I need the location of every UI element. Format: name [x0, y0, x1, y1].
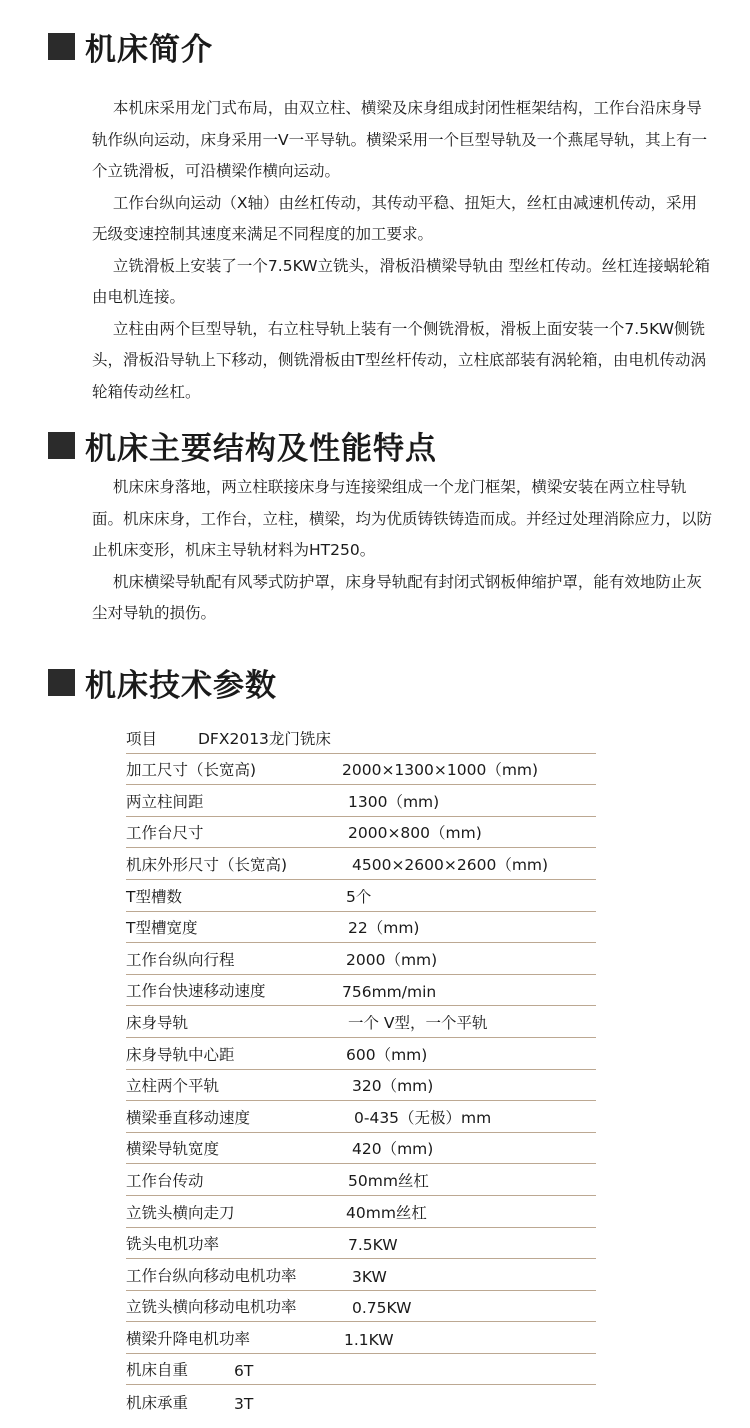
param-value: 7.5KW — [348, 1236, 398, 1255]
param-name: T型槽宽度 — [126, 919, 198, 938]
table-row — [126, 1228, 596, 1260]
param-name: 床身导轨中心距 — [126, 1045, 235, 1064]
param-name: 立柱两个平轨 — [126, 1077, 220, 1096]
param-value: 420（mm) — [352, 1140, 434, 1159]
param-value: 0.75KW — [352, 1299, 412, 1318]
table-row — [126, 848, 596, 880]
paragraph: 机床床身落地，两立柱联接床身与连接梁组成一个龙门框架，横梁安装在两立柱导轨面。机床床身，工作台，立柱，横梁，均为优质铸铁铸造而成。并经过处理消除应力，以防止机床变形，机床主导轨材料为HT250。 — [92, 478, 713, 559]
paragraph: 本机床采用龙门式布局，由双立柱、横梁及床身组成封闭性框架结构，工作台沿床身导轨作纵向运动，床身采用一V一平导轨。横梁采用一个巨型导轨及一个燕尾导轨，其上有一个立铣滑板，可沿横梁作横向运动。 — [92, 99, 708, 180]
section-title: 机床技术参数 — [85, 667, 277, 704]
section-heading-features — [48, 425, 437, 465]
param-name: 加工尺寸（长宽高) — [126, 761, 257, 780]
param-name: 铣头电机功率 — [126, 1235, 220, 1254]
param-value: 1300（mm) — [348, 792, 440, 811]
param-value: 6T — [234, 1362, 254, 1381]
paragraph: 立柱由两个巨型导轨，右立柱导轨上装有一个侧铣滑板，滑板上面安装一个7.5KW侧铣头，滑板沿导轨上下移动，侧铣滑板由T型丝杆传动，立柱底部装有涡轮箱，由电机传动涡轮箱传动丝杠。 — [92, 319, 706, 401]
param-name: 工作台快速移动速度 — [126, 982, 266, 1001]
section-title: 机床主要结构及性能特点 — [85, 430, 437, 467]
intro-text — [92, 93, 712, 408]
section-heading-intro — [48, 26, 213, 66]
param-value: 40mm丝杠 — [346, 1203, 427, 1222]
table-row — [126, 1354, 596, 1386]
param-value: 600（mm) — [346, 1045, 428, 1064]
table-row — [126, 880, 596, 912]
table-row — [126, 1070, 596, 1102]
param-value: DFX2013龙门铣床 — [198, 729, 331, 748]
table-row — [126, 1385, 596, 1417]
param-value: 一个 V型，一个平轨 — [348, 1013, 488, 1032]
param-name: 机床承重 — [126, 1394, 189, 1413]
features-text — [92, 472, 712, 630]
param-name: 机床自重 — [126, 1361, 189, 1380]
table-row — [126, 943, 596, 975]
table-row — [126, 975, 596, 1007]
param-value: 320（mm) — [352, 1077, 434, 1096]
table-row — [126, 1101, 596, 1133]
table-row — [126, 1133, 596, 1165]
param-name: T型槽数 — [126, 887, 182, 906]
square-bullet-icon — [48, 669, 75, 696]
table-row — [126, 1291, 596, 1323]
table-row — [126, 754, 596, 786]
table-row — [126, 1038, 596, 1070]
param-value: 4500×2600×2600（mm) — [352, 855, 549, 874]
table-row — [126, 1259, 596, 1291]
section-heading-params — [48, 662, 277, 702]
param-name: 横梁垂直移动速度 — [126, 1108, 251, 1127]
table-row — [126, 722, 596, 754]
params-table — [126, 722, 596, 1417]
param-name: 横梁升降电机功率 — [126, 1329, 251, 1348]
param-value: 756mm/min — [342, 983, 437, 1002]
table-row — [126, 817, 596, 849]
param-name: 项目 — [126, 729, 158, 748]
param-value: 2000×1300×1000（mm) — [342, 761, 539, 780]
param-value: 1.1KW — [344, 1330, 394, 1349]
param-name: 床身导轨 — [126, 1013, 189, 1032]
paragraph: 立铣滑板上安装了一个7.5KW立铣头，滑板沿横梁导轨由 型丝杠传动。丝杠连接蜗轮箱由电机连接。 — [92, 256, 710, 306]
param-name: 横梁导轨宽度 — [126, 1140, 220, 1159]
param-value: 5个 — [346, 887, 372, 906]
param-name: 两立柱间距 — [126, 792, 204, 811]
section-title: 机床简介 — [85, 31, 213, 68]
square-bullet-icon — [48, 432, 75, 459]
param-name: 工作台纵向行程 — [126, 950, 235, 969]
param-value: 0-435（无极）mm — [354, 1108, 492, 1127]
table-row — [126, 1006, 596, 1038]
param-value: 2000×800（mm) — [348, 824, 482, 843]
table-row — [126, 785, 596, 817]
param-value: 3T — [234, 1395, 254, 1414]
param-name: 工作台传动 — [126, 1171, 204, 1190]
square-bullet-icon — [48, 33, 75, 60]
param-name: 工作台尺寸 — [126, 824, 204, 843]
table-row — [126, 912, 596, 944]
param-value: 3KW — [352, 1267, 387, 1286]
paragraph: 工作台纵向运动（X轴）由丝杠传动，其传动平稳、扭矩大，丝杠由减速机传动，采用无级变速控制其速度来满足不同程度的加工要求。 — [92, 193, 698, 243]
paragraph: 机床横梁导轨配有风琴式防护罩，床身导轨配有封闭式钢板伸缩护罩，能有效地防止灰尘对导轨的损伤。 — [92, 572, 702, 622]
param-value: 2000（mm) — [346, 950, 438, 969]
table-row — [126, 1164, 596, 1196]
param-name: 立铣头横向移动电机功率 — [126, 1298, 297, 1317]
param-value: 50mm丝杠 — [348, 1171, 429, 1190]
param-value: 22（mm) — [348, 919, 420, 938]
param-name: 工作台纵向移动电机功率 — [126, 1266, 297, 1285]
table-row — [126, 1196, 596, 1228]
param-name: 立铣头横向走刀 — [126, 1203, 235, 1222]
table-row — [126, 1322, 596, 1354]
param-name: 机床外形尺寸（长宽高) — [126, 855, 288, 874]
